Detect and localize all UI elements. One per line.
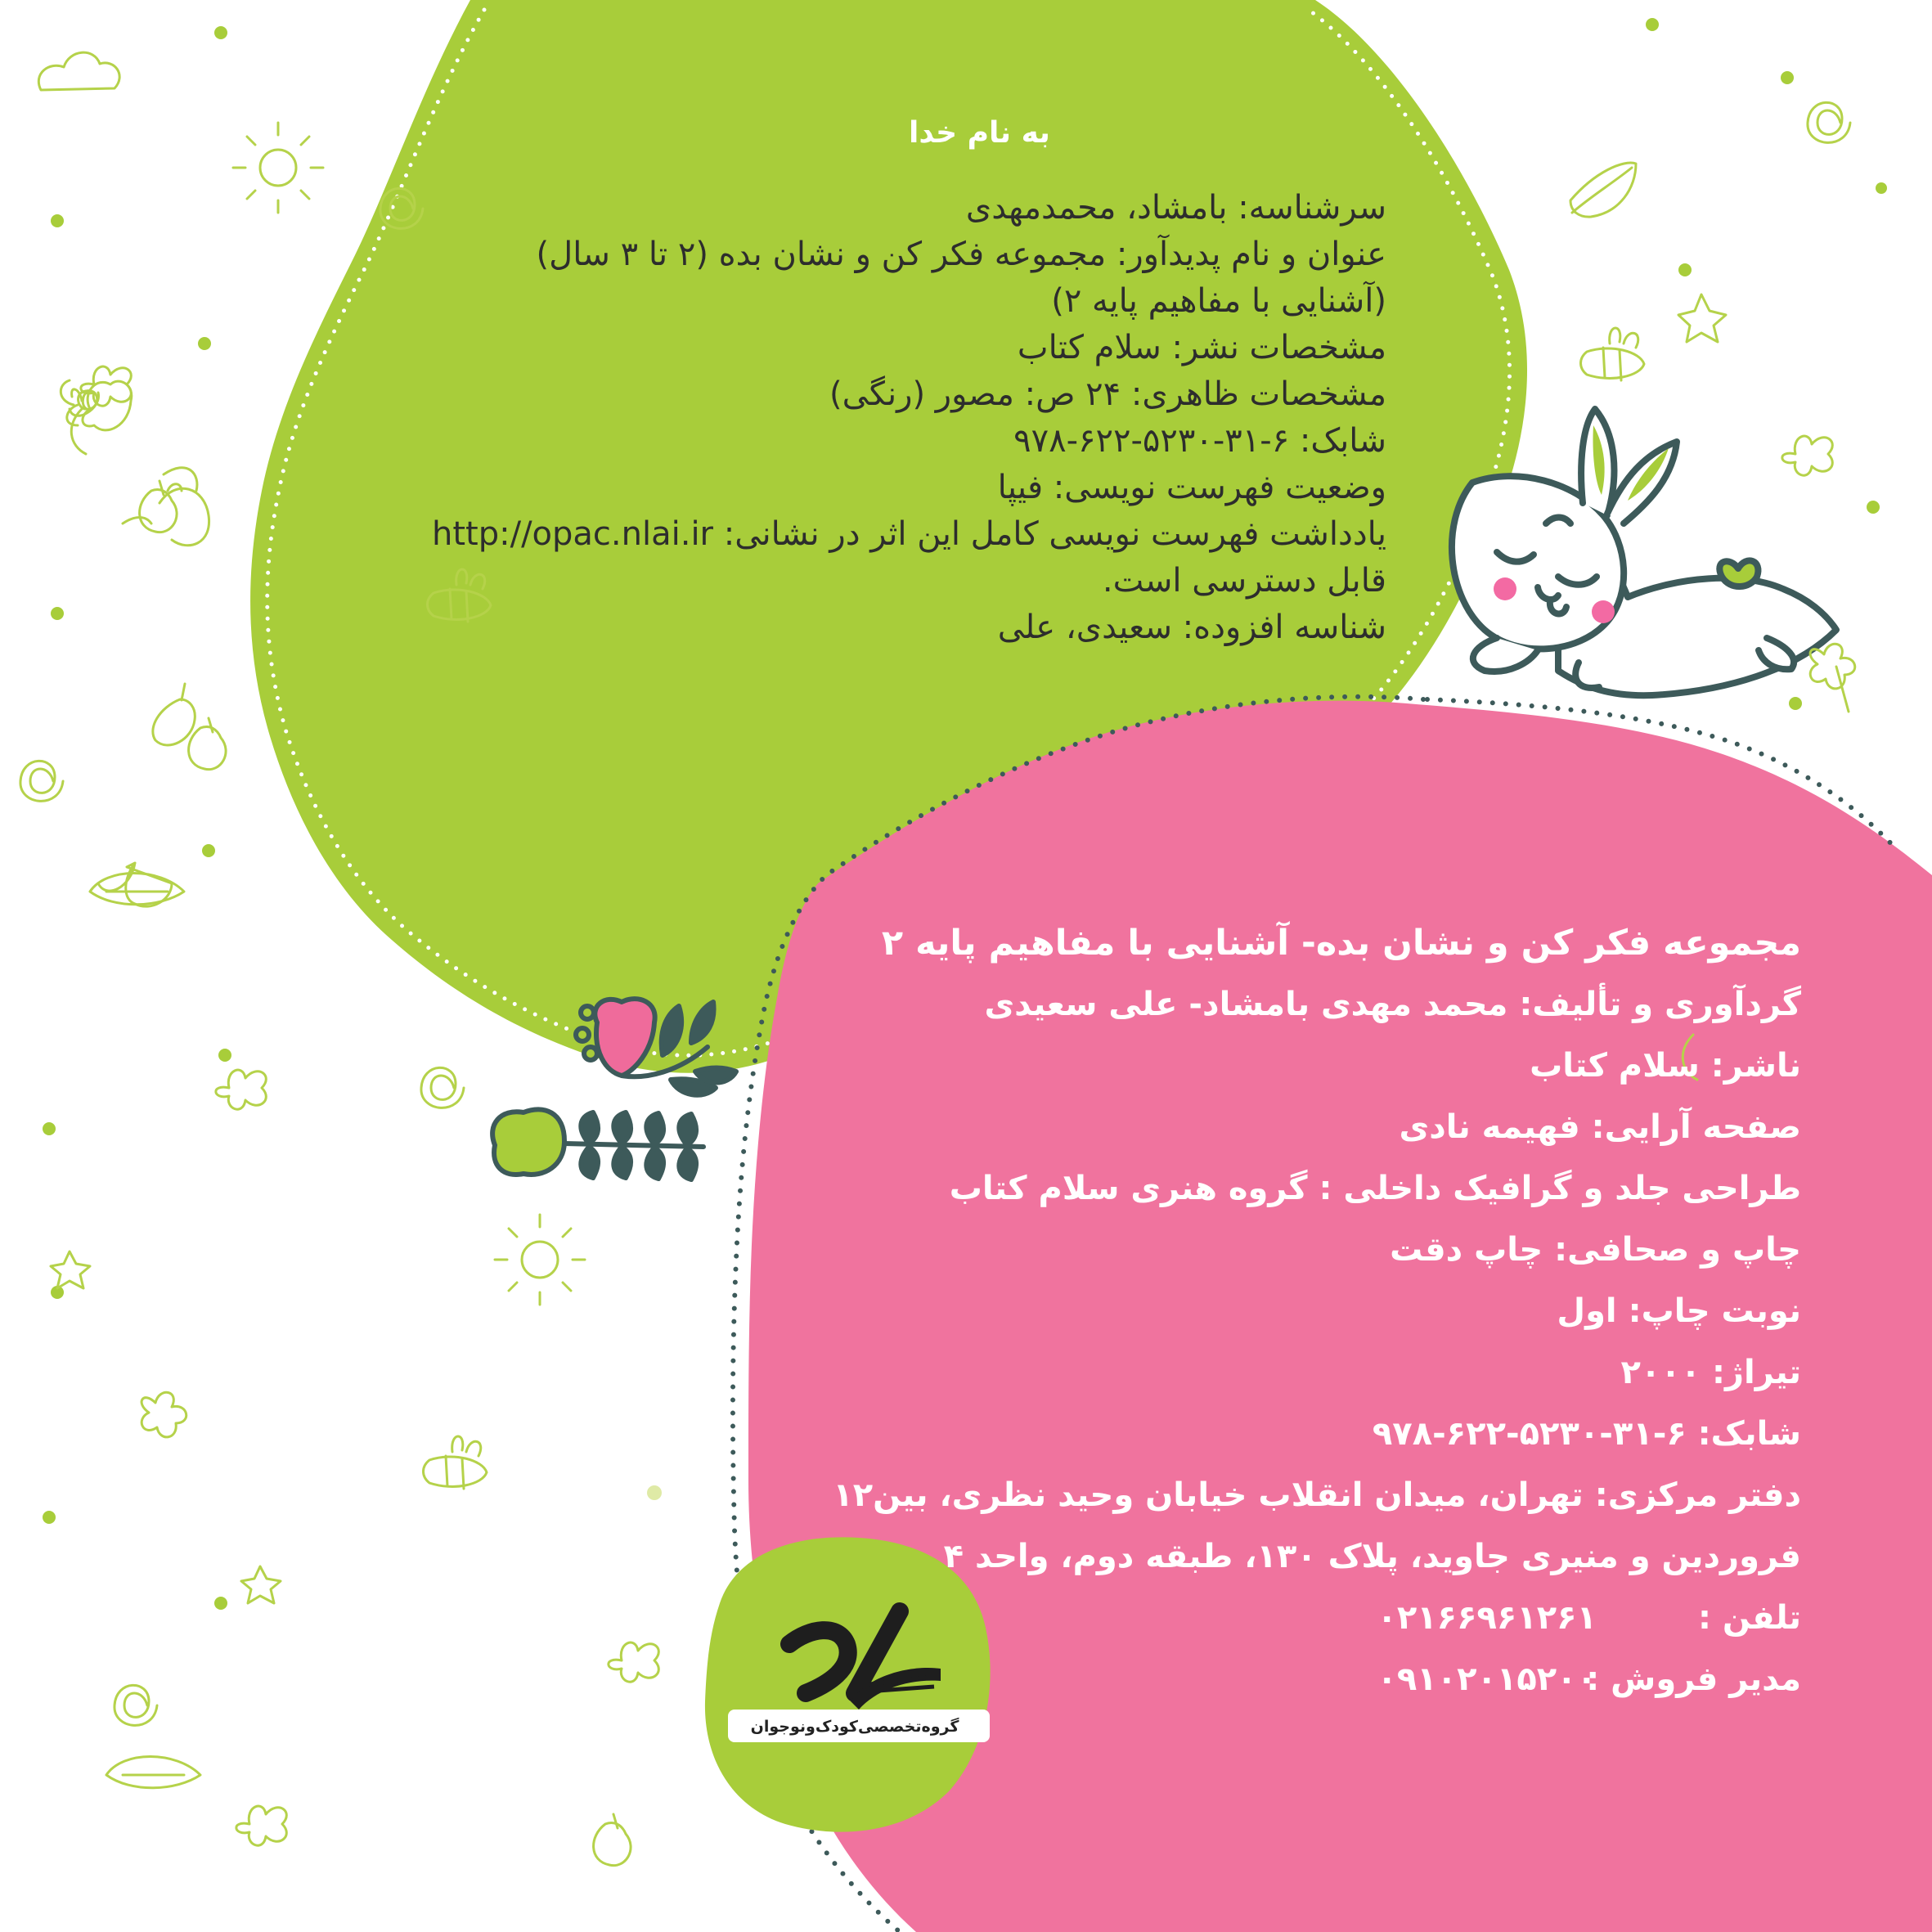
sales-number: ۰۹۱۰۲۰۱۵۲۰۰ xyxy=(1377,1660,1597,1698)
catalog-line: عنوان و نام پدیدآور: مجموعه فکر کن و نشان بده (۲ تا ۳ سال) xyxy=(536,236,1386,273)
catalog-added-entry: شناسه افزوده: سعیدی، علی xyxy=(997,609,1386,646)
catalog-heading: به نام خدا xyxy=(909,116,1050,150)
credits-line: تیراژ: ۲۰۰۰ xyxy=(1620,1354,1801,1391)
credits-line: چاپ و صحافی: چاپ دقت xyxy=(1390,1231,1801,1269)
catalog-note-url[interactable]: http://opac.nlai.ir xyxy=(432,515,713,553)
catalog-line: مشخصات نشر: سلام کتاب xyxy=(1017,329,1386,366)
phone-row xyxy=(826,1588,1801,1649)
credits-block xyxy=(826,913,1801,1710)
sales-row xyxy=(826,1649,1801,1710)
credits-line: دفتر مرکزی: تهران، میدان انقلاب خیابان وحید نظری، بین۱۲ xyxy=(833,1476,1801,1514)
logo-tagline: گروه‌تخصصی‌کودک‌ونوجوان xyxy=(750,1718,959,1736)
phone-number: ۰۲۱۶۶۹۶۱۲۶۱ xyxy=(1377,1599,1597,1637)
credits-line: شابک: ۶-۳۱-۵۲۳۰-۶۲۲-۹۷۸ xyxy=(1372,1415,1801,1453)
credits-line: طراحی جلد و گرافیک داخلی : گروه هنری سلام کتاب xyxy=(949,1170,1801,1207)
catalog-line: وضعیت فهرست نویسی: فیپا xyxy=(997,469,1386,506)
phone-label: تلفن : xyxy=(1697,1599,1801,1637)
credits-line: صفحه آرایی: فهیمه نادی xyxy=(1399,1108,1801,1146)
catalog-line: سرشناسه: بامشاد، محمدمهدی xyxy=(965,189,1386,227)
credits-line: گردآوری و تألیف: محمد مهدی بامشاد- علی سعیدی xyxy=(984,986,1801,1023)
catalog-note xyxy=(384,511,1386,558)
credits-title: مجموعه فکر کن و نشان بده- آشنایی با مفاهیم پایه ۲ xyxy=(881,923,1801,964)
sales-label: مدیر فروش : xyxy=(1586,1660,1801,1698)
credits-line: فروردین و منیری جاوید، پلاک ۱۳۰، طبقه دوم، واحد ۴ xyxy=(943,1538,1801,1575)
catalog-record xyxy=(384,116,1386,651)
credits-line: ناشر: سلام کتاب xyxy=(1530,1047,1801,1085)
catalog-line: شابک: ۶-۳۱-۵۲۳۰-۶۲۲-۹۷۸ xyxy=(1013,422,1386,460)
credits-line: نوبت چاپ: اول xyxy=(1557,1292,1801,1330)
catalog-line: (آشنایی با مفاهیم پایه ۲) xyxy=(1051,282,1386,320)
catalog-line: مشخصات ظاهری: ۲۴ ص: مصور (رنگی) xyxy=(829,375,1386,413)
catalog-note-suffix: قابل دسترسی است. xyxy=(1102,562,1386,600)
catalog-note-prefix: یادداشت فهرست نویسی کامل این اثر در نشانی: xyxy=(723,515,1386,553)
